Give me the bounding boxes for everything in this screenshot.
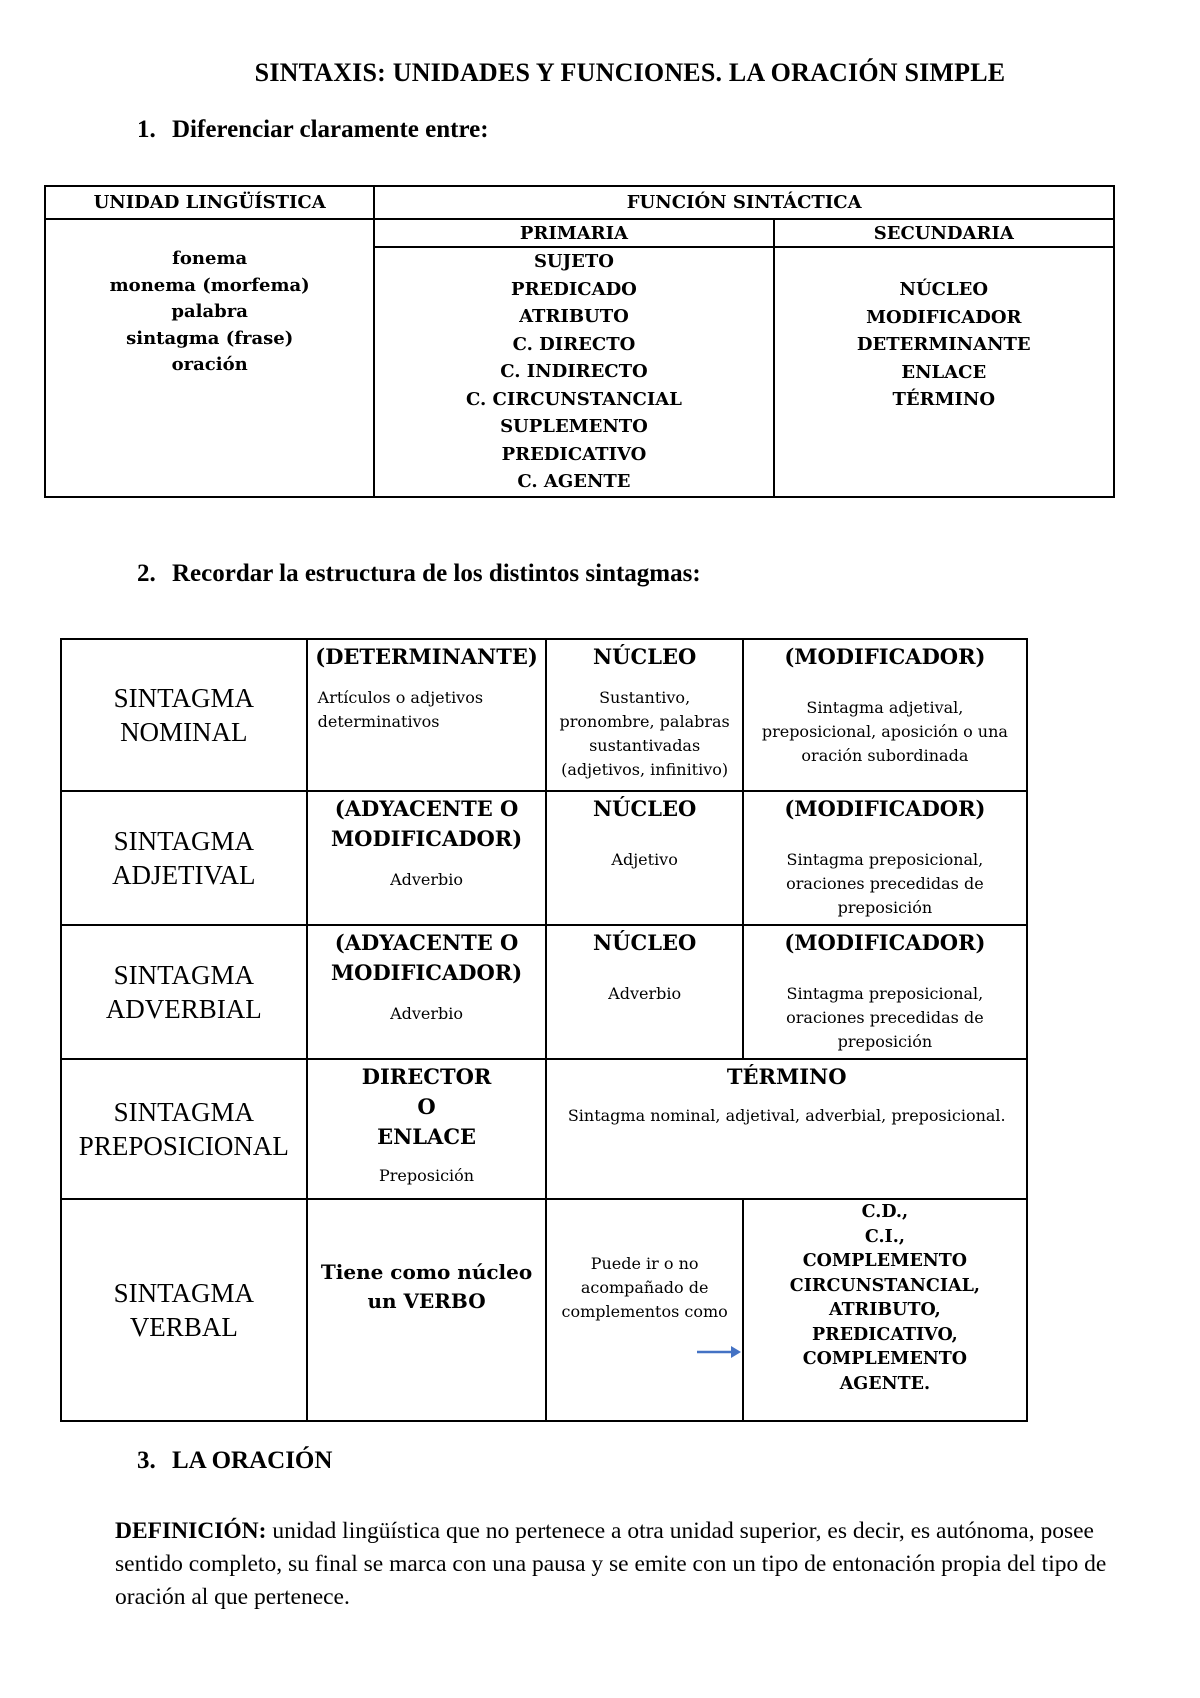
cell-heading-line: (ADYACENTE O bbox=[334, 796, 519, 821]
secondary-item: DETERMINANTE bbox=[856, 334, 1031, 355]
complement-item: CIRCUNSTANCIAL, bbox=[789, 1275, 980, 1296]
nominal-modifier-cell bbox=[743, 639, 1027, 791]
unit-item: monema (morfema) bbox=[109, 274, 310, 296]
row-label-line: NOMINAL bbox=[120, 717, 248, 747]
cell-heading bbox=[308, 1060, 546, 1152]
secondary-item: NÚCLEO bbox=[899, 279, 989, 300]
prepositional-director-cell bbox=[307, 1059, 547, 1199]
section-1-heading bbox=[137, 116, 489, 144]
unit-item: oración bbox=[171, 354, 248, 375]
cell-heading-line: ENLACE bbox=[377, 1124, 477, 1149]
nominal-nucleus-cell bbox=[546, 639, 742, 791]
complement-item: C.I., bbox=[864, 1226, 905, 1247]
section-3-number: 3. bbox=[137, 1447, 156, 1474]
complement-item: PREDICATIVO, bbox=[812, 1324, 958, 1345]
cell-heading: NÚCLEO bbox=[592, 644, 697, 669]
cell-heading: NÚCLEO bbox=[592, 930, 697, 955]
secondary-functions-cell bbox=[774, 247, 1114, 497]
cell-heading: NÚCLEO bbox=[592, 796, 697, 821]
cell-description: Sintagma adjetival, preposicional, aposición o una oración subordinada bbox=[761, 698, 1008, 765]
cell-description: Puede ir o no acompañado de complementos como bbox=[561, 1254, 728, 1321]
cell-heading bbox=[308, 792, 546, 854]
cell-heading bbox=[308, 926, 546, 988]
cell-heading-line: MODIFICADOR) bbox=[330, 960, 523, 985]
row-label-line: SINTAGMA bbox=[113, 1097, 254, 1127]
cell-heading: (MODIFICADOR) bbox=[784, 930, 986, 955]
primary-item: ATRIBUTO bbox=[519, 306, 629, 327]
adverbial-nucleus-cell bbox=[546, 925, 742, 1059]
row-label-line: ADJETIVAL bbox=[112, 860, 256, 890]
primary-item: C. DIRECTO bbox=[512, 333, 636, 355]
row-label-preposicional bbox=[61, 1059, 307, 1199]
section-3-heading bbox=[137, 1447, 332, 1475]
definition-paragraph bbox=[115, 1515, 1110, 1614]
secondary-item: MODIFICADOR bbox=[866, 306, 1022, 328]
primary-functions-cell bbox=[374, 247, 773, 497]
definition-text: unidad lingüística que no pertenece a otra unidad superior, es decir, es autónoma, posee sentido completo, su final se marca con una pausa y se emite con un tipo de entonación propia del tipo de oración al que pertenece. bbox=[115, 1518, 1107, 1610]
nominal-determiner-cell bbox=[307, 639, 547, 791]
section-1-text: Diferenciar claramente entre: bbox=[172, 116, 489, 143]
section-3-text: LA ORACIÓN bbox=[172, 1447, 333, 1474]
row-label-line: SINTAGMA bbox=[113, 1278, 254, 1308]
row-label-adverbial bbox=[61, 925, 307, 1059]
unit-item: fonema bbox=[172, 248, 248, 269]
header-function: FUNCIÓN SINTÁCTICA bbox=[374, 186, 1114, 219]
cell-heading: (MODIFICADOR) bbox=[784, 644, 986, 669]
verbal-nucleus-line: un VERBO bbox=[367, 1289, 486, 1313]
unit-item: sintagma (frase) bbox=[126, 327, 294, 349]
adjetival-adjacent-cell bbox=[307, 791, 547, 925]
cell-heading: (MODIFICADOR) bbox=[784, 796, 986, 821]
cell-description: Adjetivo bbox=[611, 850, 678, 869]
units-cell bbox=[45, 219, 374, 497]
cell-description: Sintagma nominal, adjetival, adverbial, preposicional. bbox=[567, 1106, 1006, 1125]
verbal-complements-cell bbox=[546, 1199, 742, 1421]
complement-item: COMPLEMENTO bbox=[802, 1349, 968, 1369]
verbal-nucleus-line: Tiene como núcleo bbox=[320, 1260, 533, 1284]
prepositional-term-cell bbox=[546, 1059, 1027, 1199]
primary-item: C. CIRCUNSTANCIAL bbox=[465, 388, 682, 410]
phrase-structure-table bbox=[60, 638, 1028, 1422]
cell-description: Sustantivo, pronombre, palabras sustantivadas (adjetivos, infinitivo) bbox=[559, 688, 730, 779]
cell-description: Sintagma preposicional, oraciones precedidas de preposición bbox=[786, 850, 984, 917]
adverbial-adjacent-cell bbox=[307, 925, 547, 1059]
primary-item: PREDICADO bbox=[511, 278, 637, 300]
cell-description: Preposición bbox=[379, 1166, 475, 1185]
complement-item: C.D., bbox=[861, 1202, 909, 1222]
cell-heading: TÉRMINO bbox=[726, 1064, 847, 1089]
complement-item: AGENTE. bbox=[839, 1373, 931, 1394]
row-label-nominal bbox=[61, 639, 307, 791]
row-label-line: PREPOSICIONAL bbox=[78, 1131, 289, 1161]
cell-heading: (DETERMINANTE) bbox=[315, 644, 538, 669]
cell-description: Artículos o adjetivos determinativos bbox=[317, 688, 484, 731]
row-label-line: ADVERBIAL bbox=[105, 994, 262, 1024]
cell-heading-line: (ADYACENTE O bbox=[334, 930, 519, 955]
row-label-adjetival bbox=[61, 791, 307, 925]
adjetival-modifier-cell bbox=[743, 791, 1027, 925]
adverbial-modifier-cell bbox=[743, 925, 1027, 1059]
row-label-line: VERBAL bbox=[129, 1312, 238, 1342]
primary-item: C. AGENTE bbox=[517, 471, 631, 492]
row-label-line: SINTAGMA bbox=[113, 960, 254, 990]
unit-item: palabra bbox=[171, 301, 248, 322]
adjetival-nucleus-cell bbox=[546, 791, 742, 925]
row-label-line: SINTAGMA bbox=[113, 683, 254, 713]
primary-item: SUPLEMENTO bbox=[500, 416, 648, 437]
cell-heading-line: O bbox=[417, 1094, 436, 1119]
header-primary: PRIMARIA bbox=[374, 219, 773, 247]
cell-description: Sintagma preposicional, oraciones precedidas de preposición bbox=[786, 984, 984, 1051]
secondary-item: TÉRMINO bbox=[892, 389, 996, 410]
verbal-nucleus-text bbox=[308, 1258, 546, 1316]
complement-item: COMPLEMENTO bbox=[802, 1251, 968, 1271]
secondary-item: ENLACE bbox=[901, 361, 987, 383]
row-label-verbal bbox=[61, 1199, 307, 1421]
section-1-number: 1. bbox=[137, 116, 156, 143]
section-2-heading bbox=[137, 560, 701, 588]
row-label-line: SINTAGMA bbox=[113, 826, 254, 856]
cell-description: Adverbio bbox=[390, 870, 464, 889]
primary-item: C. INDIRECTO bbox=[500, 361, 648, 382]
verbal-nucleus-cell bbox=[307, 1199, 547, 1421]
primary-item: SUJETO bbox=[533, 251, 614, 272]
cell-heading-line: DIRECTOR bbox=[361, 1064, 492, 1089]
page-title: SINTAXIS: UNIDADES Y FUNCIONES. LA ORACIÓN SIMPLE bbox=[254, 58, 1006, 87]
header-secondary: SECUNDARIA bbox=[774, 219, 1114, 247]
cell-description: Adverbio bbox=[608, 984, 682, 1003]
section-2-text: Recordar la estructura de los distintos sintagmas: bbox=[172, 560, 701, 587]
units-functions-table bbox=[44, 185, 1115, 498]
primary-item: PREDICATIVO bbox=[501, 443, 647, 465]
arrow-right-icon bbox=[697, 1345, 741, 1359]
cell-description: Adverbio bbox=[390, 1004, 464, 1023]
complement-item: ATRIBUTO, bbox=[829, 1300, 941, 1320]
verbal-complement-list-cell bbox=[743, 1199, 1027, 1421]
cell-heading-line: MODIFICADOR) bbox=[330, 826, 523, 851]
section-2-number: 2. bbox=[137, 560, 156, 587]
header-unit: UNIDAD LINGÜÍSTICA bbox=[45, 186, 374, 219]
definition-label: DEFINICIÓN: bbox=[115, 1518, 267, 1544]
